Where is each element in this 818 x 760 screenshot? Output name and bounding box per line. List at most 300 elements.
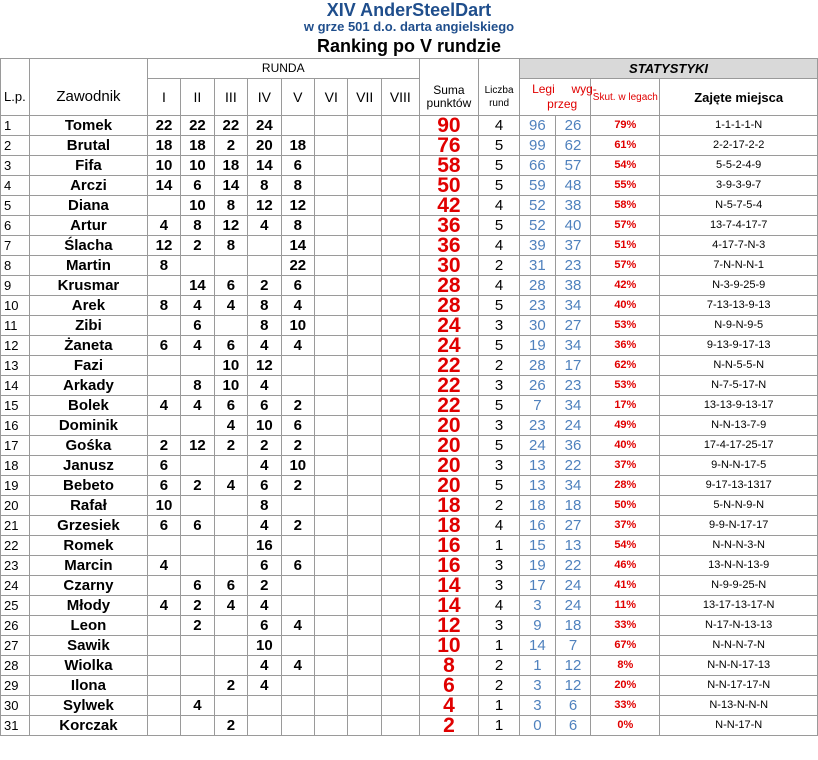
- cell-round-7: [348, 496, 381, 516]
- cell-legs-won: 3: [520, 696, 556, 716]
- cell-places: N-N-13-7-9: [660, 416, 818, 436]
- header-round-8: VIII: [381, 79, 419, 116]
- cell-legs-won: 59: [520, 176, 556, 196]
- table-row: [1, 356, 818, 376]
- cell-round-1: 6: [147, 336, 180, 356]
- cell-round-4: 8: [248, 296, 281, 316]
- cell-legs-won: 3: [520, 596, 556, 616]
- cell-efficiency: 28%: [591, 476, 660, 496]
- cell-legs-lost: 12: [555, 676, 591, 696]
- cell-efficiency: 54%: [591, 536, 660, 556]
- cell-round-6: [315, 676, 348, 696]
- cell-round-2: 6: [181, 176, 214, 196]
- cell-round-7: [348, 536, 381, 556]
- cell-round-8: [381, 256, 419, 276]
- cell-round-7: [348, 276, 381, 296]
- cell-round-1: [147, 676, 180, 696]
- cell-round-1: 6: [147, 456, 180, 476]
- table-row: [1, 636, 818, 656]
- cell-round-6: [315, 196, 348, 216]
- cell-player-name: Sylwek: [30, 696, 148, 716]
- cell-round-1: [147, 356, 180, 376]
- cell-legs-won: 30: [520, 316, 556, 336]
- cell-round-2: 10: [181, 156, 214, 176]
- cell-lp: 5: [1, 196, 30, 216]
- cell-round-1: [147, 196, 180, 216]
- cell-legs-won: 18: [520, 496, 556, 516]
- cell-round-3: [214, 316, 247, 336]
- cell-round-8: [381, 156, 419, 176]
- cell-player-name: Bolek: [30, 396, 148, 416]
- header-przeg-text: przeg: [547, 97, 578, 111]
- cell-round-7: [348, 556, 381, 576]
- cell-efficiency: 40%: [591, 436, 660, 456]
- cell-round-1: [147, 716, 180, 736]
- cell-round-5: [281, 596, 314, 616]
- cell-round-7: [348, 656, 381, 676]
- table-row: [1, 396, 818, 416]
- table-row: [1, 216, 818, 236]
- cell-sum: 50: [419, 176, 478, 196]
- cell-round-7: [348, 576, 381, 596]
- cell-lp: 2: [1, 136, 30, 156]
- cell-sum: 36: [419, 236, 478, 256]
- cell-round-7: [348, 336, 381, 356]
- cell-legs-lost: 18: [555, 496, 591, 516]
- cell-player-name: Martin: [30, 256, 148, 276]
- cell-round-5: [281, 636, 314, 656]
- cell-legs-lost: 13: [555, 536, 591, 556]
- cell-round-8: [381, 296, 419, 316]
- table-row: [1, 116, 818, 136]
- cell-round-1: 8: [147, 256, 180, 276]
- header-liczba: Liczba rund: [479, 79, 520, 116]
- cell-legs-lost: 6: [555, 696, 591, 716]
- cell-sum: 20: [419, 416, 478, 436]
- cell-legs-won: 0: [520, 716, 556, 736]
- cell-lp: 25: [1, 596, 30, 616]
- cell-sum: 58: [419, 156, 478, 176]
- cell-player-name: Leon: [30, 616, 148, 636]
- cell-legs-won: 28: [520, 276, 556, 296]
- cell-round-2: [181, 716, 214, 736]
- cell-round-2: 12: [181, 436, 214, 456]
- cell-round-5: 6: [281, 276, 314, 296]
- cell-efficiency: 17%: [591, 396, 660, 416]
- cell-round-count: 4: [479, 276, 520, 296]
- cell-places: N-N-N-17-13: [660, 656, 818, 676]
- cell-round-4: [248, 696, 281, 716]
- cell-round-1: [147, 536, 180, 556]
- cell-round-count: 3: [479, 556, 520, 576]
- cell-places: N-5-7-5-4: [660, 196, 818, 216]
- cell-sum: 4: [419, 696, 478, 716]
- cell-lp: 31: [1, 716, 30, 736]
- cell-round-5: 4: [281, 296, 314, 316]
- cell-round-3: 10: [214, 356, 247, 376]
- cell-round-3: 2: [214, 436, 247, 456]
- cell-round-3: [214, 456, 247, 476]
- header-round-1: I: [147, 79, 180, 116]
- cell-round-4: [248, 256, 281, 276]
- table-row: [1, 696, 818, 716]
- header-round-4: IV: [248, 79, 281, 116]
- cell-lp: 21: [1, 516, 30, 536]
- cell-round-2: 8: [181, 376, 214, 396]
- cell-round-8: [381, 716, 419, 736]
- cell-round-1: 4: [147, 596, 180, 616]
- cell-round-5: [281, 576, 314, 596]
- cell-round-4: 6: [248, 476, 281, 496]
- cell-round-1: 10: [147, 156, 180, 176]
- cell-sum: 24: [419, 316, 478, 336]
- cell-legs-lost: 34: [555, 336, 591, 356]
- table-row: [1, 276, 818, 296]
- cell-efficiency: 11%: [591, 596, 660, 616]
- cell-legs-won: 17: [520, 576, 556, 596]
- cell-places: 7-N-N-N-1: [660, 256, 818, 276]
- cell-efficiency: 42%: [591, 276, 660, 296]
- cell-round-3: 4: [214, 476, 247, 496]
- cell-legs-lost: 23: [555, 376, 591, 396]
- cell-round-count: 5: [479, 136, 520, 156]
- cell-round-8: [381, 276, 419, 296]
- cell-player-name: Sawik: [30, 636, 148, 656]
- cell-lp: 19: [1, 476, 30, 496]
- cell-lp: 6: [1, 216, 30, 236]
- cell-round-count: 4: [479, 236, 520, 256]
- cell-round-7: [348, 216, 381, 236]
- cell-round-8: [381, 656, 419, 676]
- cell-round-6: [315, 316, 348, 336]
- cell-round-count: 3: [479, 376, 520, 396]
- header-blank-cnt: [479, 59, 520, 79]
- cell-efficiency: 33%: [591, 616, 660, 636]
- cell-round-8: [381, 636, 419, 656]
- cell-lp: 27: [1, 636, 30, 656]
- cell-round-7: [348, 116, 381, 136]
- cell-places: 9-17-13-1317: [660, 476, 818, 496]
- cell-efficiency: 50%: [591, 496, 660, 516]
- cell-round-3: [214, 656, 247, 676]
- cell-legs-lost: 22: [555, 456, 591, 476]
- cell-legs-lost: 26: [555, 116, 591, 136]
- cell-round-1: 4: [147, 216, 180, 236]
- table-row: [1, 596, 818, 616]
- cell-round-6: [315, 416, 348, 436]
- cell-round-2: 4: [181, 296, 214, 316]
- cell-round-6: [315, 236, 348, 256]
- cell-legs-won: 26: [520, 376, 556, 396]
- cell-efficiency: 46%: [591, 556, 660, 576]
- cell-round-2: [181, 256, 214, 276]
- cell-efficiency: 62%: [591, 356, 660, 376]
- cell-round-7: [348, 676, 381, 696]
- cell-efficiency: 0%: [591, 716, 660, 736]
- cell-round-2: 22: [181, 116, 214, 136]
- cell-round-6: [315, 716, 348, 736]
- cell-player-name: Fazi: [30, 356, 148, 376]
- cell-round-2: 4: [181, 336, 214, 356]
- cell-round-2: 10: [181, 196, 214, 216]
- cell-sum: 18: [419, 496, 478, 516]
- cell-player-name: Ślacha: [30, 236, 148, 256]
- cell-round-2: [181, 636, 214, 656]
- cell-round-4: 4: [248, 336, 281, 356]
- cell-round-6: [315, 296, 348, 316]
- cell-legs-lost: 22: [555, 556, 591, 576]
- cell-legs-won: 39: [520, 236, 556, 256]
- cell-round-5: [281, 536, 314, 556]
- cell-round-8: [381, 356, 419, 376]
- cell-round-4: 4: [248, 516, 281, 536]
- cell-legs-lost: 7: [555, 636, 591, 656]
- cell-efficiency: 79%: [591, 116, 660, 136]
- cell-places: N-7-5-17-N: [660, 376, 818, 396]
- cell-round-7: [348, 416, 381, 436]
- cell-round-3: 4: [214, 296, 247, 316]
- cell-round-5: [281, 696, 314, 716]
- cell-lp: 24: [1, 576, 30, 596]
- cell-round-7: [348, 196, 381, 216]
- cell-round-6: [315, 276, 348, 296]
- cell-round-8: [381, 396, 419, 416]
- cell-round-1: 12: [147, 236, 180, 256]
- cell-round-5: [281, 496, 314, 516]
- cell-round-5: [281, 716, 314, 736]
- cell-sum: 36: [419, 216, 478, 236]
- cell-round-2: [181, 556, 214, 576]
- header-round-2: II: [181, 79, 214, 116]
- cell-round-7: [348, 456, 381, 476]
- table-row: [1, 196, 818, 216]
- cell-legs-lost: 38: [555, 276, 591, 296]
- cell-round-count: 1: [479, 716, 520, 736]
- cell-round-1: [147, 656, 180, 676]
- cell-legs-lost: 37: [555, 236, 591, 256]
- cell-round-count: 1: [479, 696, 520, 716]
- cell-round-2: 2: [181, 616, 214, 636]
- cell-round-4: 12: [248, 356, 281, 376]
- cell-round-5: 4: [281, 336, 314, 356]
- cell-round-2: 18: [181, 136, 214, 156]
- cell-round-6: [315, 616, 348, 636]
- cell-lp: 16: [1, 416, 30, 436]
- cell-legs-won: 24: [520, 436, 556, 456]
- cell-round-3: 8: [214, 196, 247, 216]
- cell-round-3: 2: [214, 136, 247, 156]
- ranking-table: [0, 58, 818, 736]
- cell-round-5: 2: [281, 476, 314, 496]
- cell-round-8: [381, 336, 419, 356]
- cell-efficiency: 58%: [591, 196, 660, 216]
- cell-round-3: 2: [214, 716, 247, 736]
- cell-player-name: Grzesiek: [30, 516, 148, 536]
- table-row: [1, 156, 818, 176]
- cell-legs-lost: 27: [555, 316, 591, 336]
- cell-places: 1-1-1-1-N: [660, 116, 818, 136]
- header-zajete: Zajęte miejsca: [660, 79, 818, 116]
- cell-round-7: [348, 296, 381, 316]
- header-blank-sum: [419, 59, 478, 79]
- cell-lp: 3: [1, 156, 30, 176]
- header-blank-lp: [1, 59, 30, 79]
- cell-legs-lost: 62: [555, 136, 591, 156]
- cell-round-4: 4: [248, 656, 281, 676]
- cell-round-4: 4: [248, 456, 281, 476]
- header-round-6: VI: [315, 79, 348, 116]
- cell-lp: 20: [1, 496, 30, 516]
- cell-round-count: 4: [479, 596, 520, 616]
- cell-player-name: Bebeto: [30, 476, 148, 496]
- cell-round-4: 16: [248, 536, 281, 556]
- cell-legs-lost: 34: [555, 296, 591, 316]
- cell-round-8: [381, 556, 419, 576]
- cell-lp: 30: [1, 696, 30, 716]
- cell-round-7: [348, 316, 381, 336]
- cell-round-8: [381, 116, 419, 136]
- cell-round-5: 22: [281, 256, 314, 276]
- cell-lp: 4: [1, 176, 30, 196]
- cell-round-3: 6: [214, 396, 247, 416]
- cell-round-3: 8: [214, 236, 247, 256]
- cell-sum: 6: [419, 676, 478, 696]
- cell-round-5: 6: [281, 416, 314, 436]
- cell-round-count: 5: [479, 476, 520, 496]
- cell-sum: 12: [419, 616, 478, 636]
- cell-player-name: Arczi: [30, 176, 148, 196]
- cell-round-7: [348, 596, 381, 616]
- cell-sum: 20: [419, 456, 478, 476]
- cell-sum: 28: [419, 296, 478, 316]
- cell-round-3: 2: [214, 676, 247, 696]
- cell-round-4: 12: [248, 196, 281, 216]
- cell-legs-won: 16: [520, 516, 556, 536]
- cell-round-4: 10: [248, 636, 281, 656]
- header-legi-text: Legi: [532, 82, 555, 96]
- cell-round-5: 18: [281, 136, 314, 156]
- cell-round-2: 4: [181, 396, 214, 416]
- table-row: [1, 516, 818, 536]
- cell-lp: 14: [1, 376, 30, 396]
- cell-round-1: 22: [147, 116, 180, 136]
- cell-round-2: [181, 496, 214, 516]
- cell-efficiency: 53%: [591, 376, 660, 396]
- cell-round-count: 1: [479, 636, 520, 656]
- cell-round-count: 3: [479, 456, 520, 476]
- cell-sum: 76: [419, 136, 478, 156]
- cell-lp: 17: [1, 436, 30, 456]
- cell-round-2: 4: [181, 696, 214, 716]
- cell-round-2: 14: [181, 276, 214, 296]
- cell-round-5: [281, 356, 314, 376]
- cell-round-8: [381, 436, 419, 456]
- cell-player-name: Młody: [30, 596, 148, 616]
- cell-legs-won: 28: [520, 356, 556, 376]
- cell-places: N-N-N-7-N: [660, 636, 818, 656]
- cell-round-count: 3: [479, 316, 520, 336]
- table-row: [1, 676, 818, 696]
- cell-round-7: [348, 256, 381, 276]
- cell-legs-lost: 34: [555, 476, 591, 496]
- table-row: [1, 296, 818, 316]
- cell-round-2: [181, 356, 214, 376]
- cell-legs-won: 23: [520, 296, 556, 316]
- header-zawodnik: Zawodnik: [30, 79, 148, 116]
- cell-round-7: [348, 396, 381, 416]
- cell-efficiency: 20%: [591, 676, 660, 696]
- cell-legs-won: 1: [520, 656, 556, 676]
- header-legi: [520, 79, 597, 116]
- ranking-heading: Ranking po V rundzie: [316, 36, 501, 56]
- table-row: [1, 316, 818, 336]
- cell-round-4: 4: [248, 376, 281, 396]
- cell-places: 9-9-N-17-17: [660, 516, 818, 536]
- cell-efficiency: 36%: [591, 336, 660, 356]
- cell-round-4: 4: [248, 216, 281, 236]
- cell-lp: 8: [1, 256, 30, 276]
- cell-round-8: [381, 416, 419, 436]
- cell-sum: 42: [419, 196, 478, 216]
- tournament-subtitle: w grze 501 d.o. darta angielskiego: [303, 19, 515, 34]
- cell-lp: 11: [1, 316, 30, 336]
- cell-round-3: [214, 636, 247, 656]
- cell-round-count: 2: [479, 656, 520, 676]
- cell-round-3: 6: [214, 336, 247, 356]
- cell-round-7: [348, 176, 381, 196]
- table-row: [1, 536, 818, 556]
- cell-legs-lost: 38: [555, 196, 591, 216]
- cell-legs-won: 9: [520, 616, 556, 636]
- cell-places: N-N-17-N: [660, 716, 818, 736]
- cell-sum: 14: [419, 596, 478, 616]
- cell-round-7: [348, 696, 381, 716]
- cell-player-name: Ilona: [30, 676, 148, 696]
- cell-round-5: 10: [281, 456, 314, 476]
- cell-legs-won: 52: [520, 196, 556, 216]
- cell-legs-lost: 18: [555, 616, 591, 636]
- cell-round-6: [315, 256, 348, 276]
- cell-legs-lost: 12: [555, 656, 591, 676]
- cell-round-3: [214, 516, 247, 536]
- cell-round-2: 2: [181, 476, 214, 496]
- cell-round-5: 10: [281, 316, 314, 336]
- cell-places: N-N-N-3-N: [660, 536, 818, 556]
- cell-round-4: 6: [248, 556, 281, 576]
- cell-legs-won: 23: [520, 416, 556, 436]
- cell-player-name: Żaneta: [30, 336, 148, 356]
- cell-round-5: [281, 116, 314, 136]
- table-row: [1, 256, 818, 276]
- cell-round-5: 6: [281, 156, 314, 176]
- cell-efficiency: 67%: [591, 636, 660, 656]
- cell-round-3: 4: [214, 416, 247, 436]
- cell-round-7: [348, 516, 381, 536]
- cell-round-count: 2: [479, 496, 520, 516]
- cell-round-1: [147, 616, 180, 636]
- cell-legs-won: 14: [520, 636, 556, 656]
- cell-round-7: [348, 716, 381, 736]
- cell-legs-lost: 17: [555, 356, 591, 376]
- cell-sum: 22: [419, 356, 478, 376]
- cell-player-name: Brutal: [30, 136, 148, 156]
- cell-round-4: 6: [248, 396, 281, 416]
- cell-round-5: 2: [281, 516, 314, 536]
- cell-round-count: 5: [479, 296, 520, 316]
- cell-round-3: 18: [214, 156, 247, 176]
- header-round-7: VII: [348, 79, 381, 116]
- cell-places: N-N-17-17-N: [660, 676, 818, 696]
